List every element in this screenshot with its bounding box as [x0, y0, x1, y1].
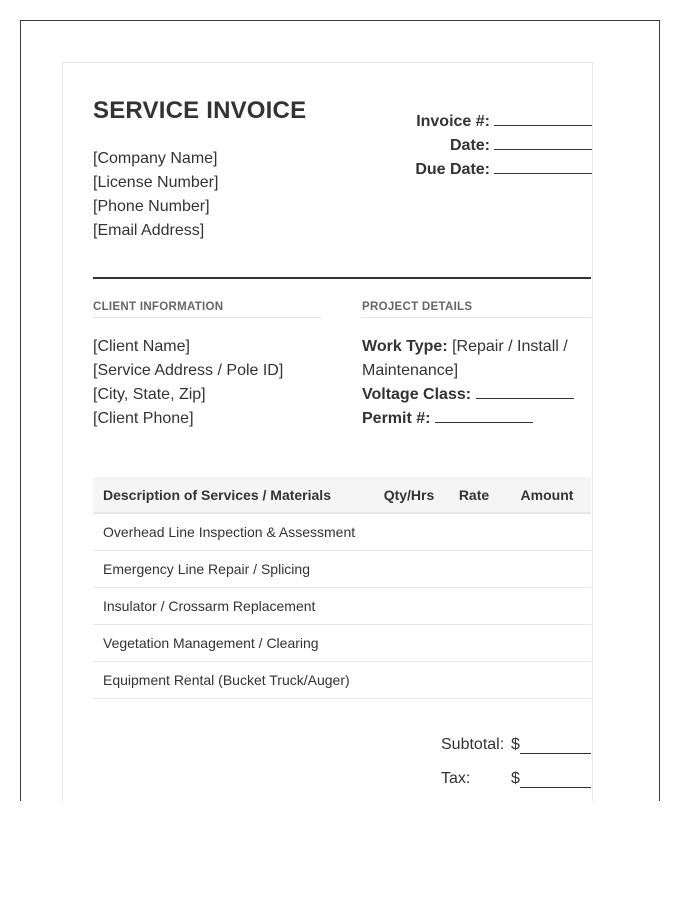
client-phone: [Client Phone]: [93, 410, 194, 427]
voltage-class-label: Voltage Class:: [362, 386, 472, 403]
row-description: Insulator / Crossarm Replacement: [93, 588, 373, 625]
date-row: [363, 134, 592, 158]
row-qty[interactable]: [373, 513, 445, 551]
subtotal-field[interactable]: [520, 739, 591, 754]
invoice-sheet: [62, 62, 593, 801]
email-address: [Email Address]: [93, 222, 205, 239]
row-rate[interactable]: [445, 588, 503, 625]
voltage-class-field[interactable]: [476, 384, 574, 399]
company-info: [93, 147, 218, 243]
row-qty[interactable]: [373, 625, 445, 662]
table-row: [93, 551, 591, 588]
row-description: Vegetation Management / Clearing: [93, 625, 373, 662]
document-frame: [20, 20, 660, 801]
tax-field[interactable]: [520, 773, 591, 788]
row-rate[interactable]: [445, 513, 503, 551]
client-name: [Client Name]: [93, 338, 190, 355]
row-amount[interactable]: [503, 588, 591, 625]
subtotal-row: [423, 731, 591, 765]
row-description: Equipment Rental (Bucket Truck/Auger): [93, 662, 373, 699]
row-qty[interactable]: [373, 551, 445, 588]
row-amount[interactable]: [503, 513, 591, 551]
row-rate[interactable]: [445, 625, 503, 662]
row-description: Overhead Line Inspection & Assessment: [93, 513, 373, 551]
totals-block: [423, 731, 591, 799]
permit-field[interactable]: [435, 408, 533, 423]
row-amount[interactable]: [503, 625, 591, 662]
tax-label: Tax:: [441, 770, 471, 787]
invoice-number-label: Invoice #:: [416, 113, 490, 130]
invoice-title: SERVICE INVOICE: [93, 97, 307, 124]
due-date-row: [363, 158, 592, 182]
col-description-header: Description of Services / Materials: [93, 477, 373, 513]
table-row: [93, 625, 591, 662]
table-header-row: [93, 477, 591, 513]
row-description: Emergency Line Repair / Splicing: [93, 551, 373, 588]
row-qty[interactable]: [373, 662, 445, 699]
license-number: [License Number]: [93, 174, 219, 191]
company-name: [Company Name]: [93, 150, 218, 167]
services-table: [93, 477, 591, 699]
invoice-number-field[interactable]: [494, 111, 592, 126]
city-state-zip: [City, State, Zip]: [93, 386, 206, 403]
work-type: [362, 335, 591, 383]
work-type-value: [Repair / Install / Maintenance]: [362, 338, 568, 379]
work-type-label: Work Type:: [362, 338, 448, 355]
tax-currency: $: [511, 770, 520, 787]
table-row: [93, 588, 591, 625]
voltage-class: [362, 383, 591, 407]
row-qty[interactable]: [373, 588, 445, 625]
row-amount[interactable]: [503, 551, 591, 588]
row-rate[interactable]: [445, 662, 503, 699]
project-details: [362, 335, 591, 431]
col-qty-header: Qty/Hrs: [373, 477, 445, 513]
header-divider: [93, 277, 591, 279]
date-field[interactable]: [494, 135, 592, 150]
client-info-heading: CLIENT INFORMATION: [93, 301, 321, 318]
row-rate[interactable]: [445, 551, 503, 588]
table-row: [93, 662, 591, 699]
client-info: [93, 335, 283, 431]
permit-label: Permit #:: [362, 410, 431, 427]
subtotal-currency: $: [511, 736, 520, 753]
invoice-number-row: [363, 110, 592, 134]
phone-number: [Phone Number]: [93, 198, 210, 215]
due-date-field[interactable]: [494, 159, 592, 174]
tax-row: [423, 765, 591, 799]
col-amount-header: Amount: [503, 477, 591, 513]
permit: [362, 407, 591, 431]
col-rate-header: Rate: [445, 477, 503, 513]
table-row: [93, 513, 591, 551]
service-address: [Service Address / Pole ID]: [93, 362, 284, 379]
project-details-heading: PROJECT DETAILS: [362, 301, 591, 318]
date-label: Date:: [449, 137, 490, 154]
row-amount[interactable]: [503, 662, 591, 699]
subtotal-label: Subtotal:: [441, 736, 505, 753]
due-date-label: Due Date:: [415, 161, 490, 178]
invoice-meta: [363, 110, 592, 182]
